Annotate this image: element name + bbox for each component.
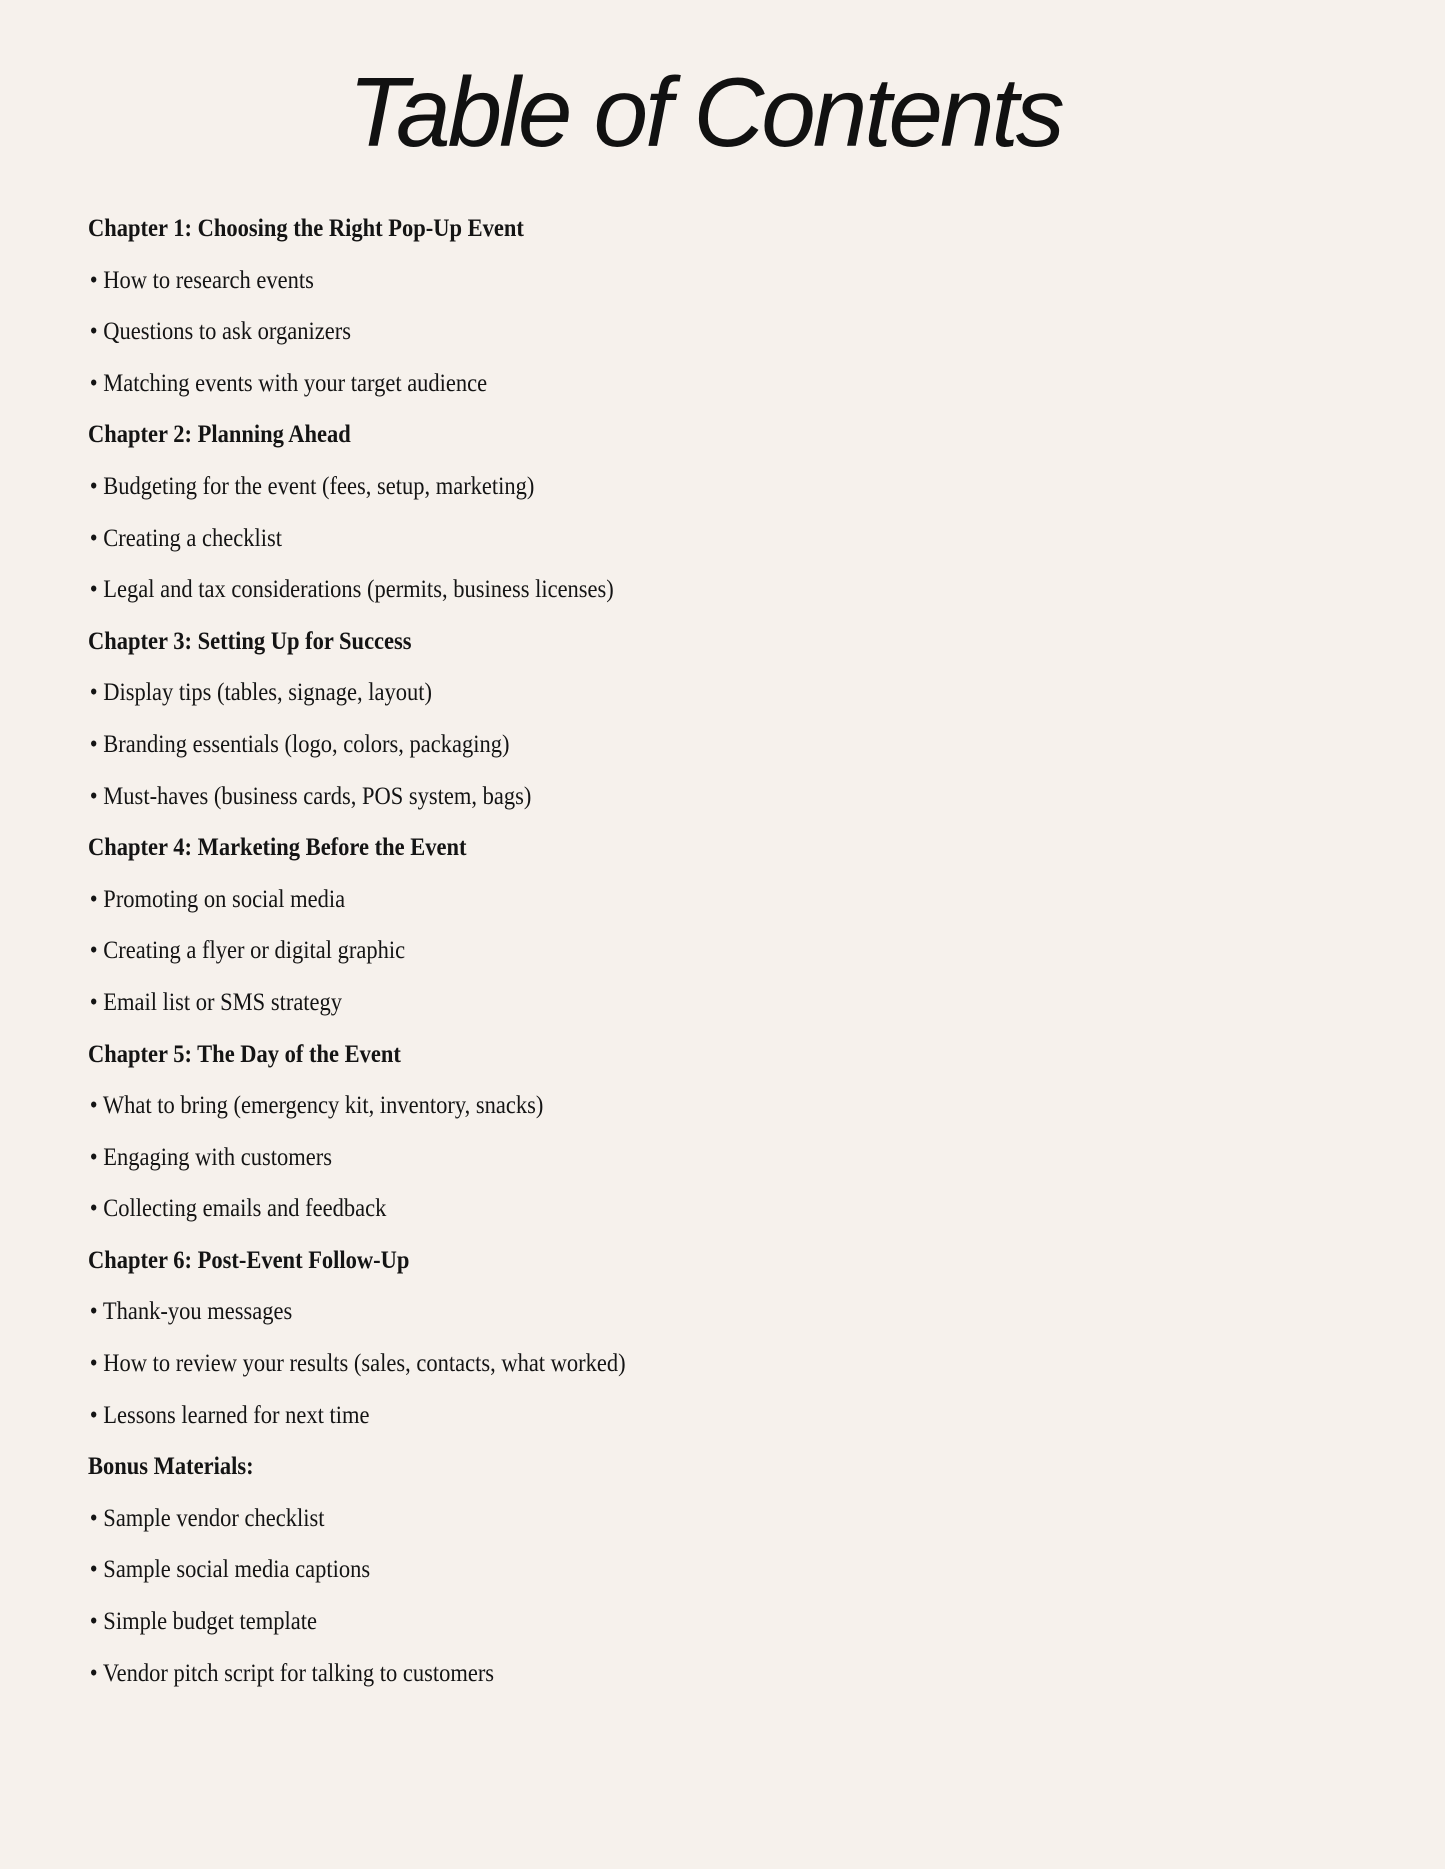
- toc-item: • Matching events with your target audience: [89, 369, 488, 397]
- toc-item: • Vendor pitch script for talking to customers: [89, 1659, 495, 1687]
- toc-item: • Budgeting for the event (fees, setup, marketing): [89, 472, 535, 500]
- toc-item: • Lessons learned for next time: [89, 1401, 370, 1429]
- toc-item: • Collecting emails and feedback: [89, 1195, 387, 1223]
- toc-item: • Branding essentials (logo, colors, packaging): [89, 730, 510, 758]
- chapter-4-heading: Chapter 4: Marketing Before the Event: [88, 834, 467, 862]
- chapter-6-heading: Chapter 6: Post-Event Follow-Up: [88, 1246, 410, 1274]
- toc-item: • How to research events: [89, 266, 314, 294]
- chapter-5-heading: Chapter 5: The Day of the Event: [88, 1040, 401, 1068]
- toc-item: • Thank-you messages: [89, 1298, 293, 1326]
- chapter-2-heading: Chapter 2: Planning Ahead: [88, 421, 351, 449]
- table-of-contents: [88, 208, 685, 1704]
- toc-item: • Display tips (tables, signage, layout): [89, 679, 432, 707]
- toc-item: • Questions to ask organizers: [89, 318, 351, 346]
- toc-item: • Must-haves (business cards, POS system, bags): [89, 782, 532, 810]
- bonus-materials-heading: Bonus Materials:: [88, 1453, 254, 1481]
- chapter-3-heading: Chapter 3: Setting Up for Success: [88, 627, 412, 655]
- toc-item: • Engaging with customers: [89, 1143, 333, 1171]
- toc-item: • Creating a flyer or digital graphic: [89, 937, 406, 965]
- chapter-1-heading: Chapter 1: Choosing the Right Pop-Up Event: [88, 215, 524, 242]
- toc-item: • Sample vendor checklist: [89, 1504, 325, 1532]
- toc-item: • Sample social media captions: [89, 1556, 371, 1584]
- toc-item: • Promoting on social media: [89, 885, 346, 913]
- toc-item: • Creating a checklist: [89, 524, 282, 552]
- toc-item: • Email list or SMS strategy: [89, 988, 343, 1016]
- toc-item: • How to review your results (sales, contacts, what worked): [89, 1350, 626, 1378]
- toc-item: • Legal and tax considerations (permits, business licenses): [89, 576, 614, 604]
- toc-item: • What to bring (emergency kit, inventory, snacks): [89, 1092, 544, 1120]
- page-title: Table of Contents: [348, 57, 1062, 167]
- toc-item: • Simple budget template: [89, 1608, 318, 1636]
